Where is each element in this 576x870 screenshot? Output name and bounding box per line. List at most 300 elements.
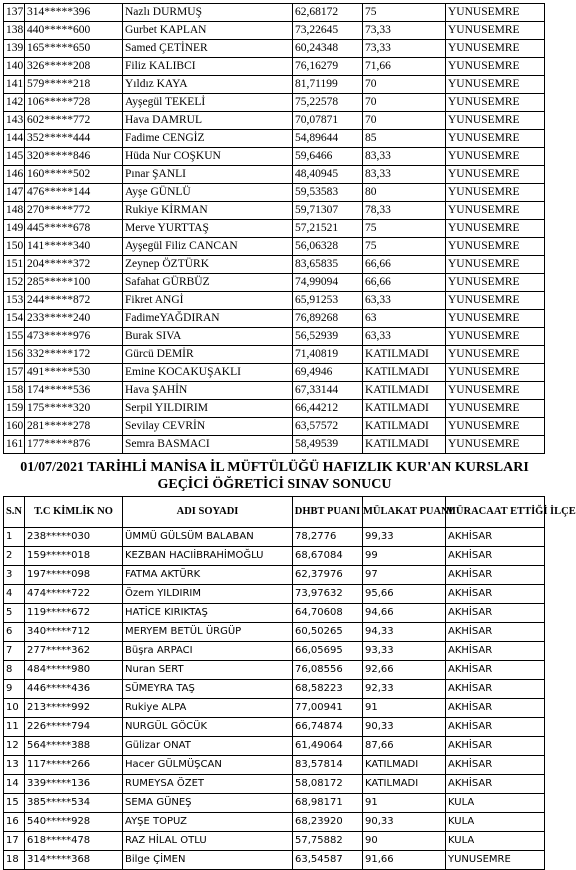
cell-name: Fadime CENGİZ [123, 130, 293, 148]
table-row [4, 292, 545, 310]
cell-name: Hüda Nur COŞKUN [123, 148, 293, 166]
cell-name: Yıldız KAYA [123, 76, 293, 94]
cell-sn: 147 [4, 184, 25, 202]
cell-mulakat: KATILMADI [363, 436, 446, 454]
table-row [4, 566, 545, 585]
cell-tc-no: 579*****218 [25, 76, 123, 94]
cell-mulakat: 91 [363, 794, 446, 813]
cell-ilce: YUNUSEMRE [446, 40, 545, 58]
cell-mulakat: 63,33 [363, 292, 446, 310]
cell-mulakat: 75 [363, 4, 446, 22]
cell-sn: 9 [4, 680, 25, 699]
cell-tc-no: 277*****362 [25, 642, 123, 661]
cell-tc-no: 473*****976 [25, 328, 123, 346]
cell-tc-no: 339*****136 [25, 775, 123, 794]
cell-mulakat: 83,33 [363, 166, 446, 184]
cell-sn: 6 [4, 623, 25, 642]
cell-mulakat: 66,66 [363, 256, 446, 274]
cell-dhbt: 59,6466 [293, 148, 363, 166]
cell-ilce: AKHİSAR [446, 699, 545, 718]
table-row [4, 400, 545, 418]
cell-tc-no: 332*****172 [25, 346, 123, 364]
cell-mulakat: 97 [363, 566, 446, 585]
cell-ilce: YUNUSEMRE [446, 94, 545, 112]
table-row [4, 756, 545, 775]
table-row [4, 851, 545, 870]
cell-sn: 7 [4, 642, 25, 661]
table-row [4, 58, 545, 76]
cell-tc-no: 385*****534 [25, 794, 123, 813]
cell-mulakat: 94,66 [363, 604, 446, 623]
cell-sn: 161 [4, 436, 25, 454]
cell-ilce: YUNUSEMRE [446, 76, 545, 94]
table-row [4, 813, 545, 832]
cell-dhbt: 60,24348 [293, 40, 363, 58]
cell-name: Fikret ANGİ [123, 292, 293, 310]
cell-name: Gurbet KAPLAN [123, 22, 293, 40]
section-title [0, 459, 549, 493]
cell-ilce: AKHİSAR [446, 642, 545, 661]
cell-tc-no: 165*****650 [25, 40, 123, 58]
table-row [4, 76, 545, 94]
cell-tc-no: 281*****278 [25, 418, 123, 436]
cell-sn: 153 [4, 292, 25, 310]
cell-dhbt: 62,68172 [293, 4, 363, 22]
cell-dhbt: 66,44212 [293, 400, 363, 418]
cell-sn: 150 [4, 238, 25, 256]
cell-tc-no: 564*****388 [25, 737, 123, 756]
cell-name: Hacer GÜLMÜŞCAN [123, 756, 293, 775]
cell-tc-no: 244*****872 [25, 292, 123, 310]
cell-ilce: YUNUSEMRE [446, 851, 545, 870]
table-row [4, 794, 545, 813]
cell-name: Ayşegül Filiz CANCAN [123, 238, 293, 256]
cell-mulakat: 73,33 [363, 22, 446, 40]
table-row [4, 382, 545, 400]
cell-dhbt: 73,22645 [293, 22, 363, 40]
cell-dhbt: 76,89268 [293, 310, 363, 328]
cell-tc-no: 174*****536 [25, 382, 123, 400]
cell-dhbt: 71,40819 [293, 346, 363, 364]
cell-mulakat: 78,33 [363, 202, 446, 220]
cell-tc-no: 484*****980 [25, 661, 123, 680]
cell-mulakat: 91,66 [363, 851, 446, 870]
cell-sn: 5 [4, 604, 25, 623]
table-row [4, 737, 545, 756]
cell-dhbt: 57,21521 [293, 220, 363, 238]
cell-ilce: YUNUSEMRE [446, 436, 545, 454]
cell-dhbt: 61,49064 [293, 737, 363, 756]
cell-ilce: AKHİSAR [446, 737, 545, 756]
cell-mulakat: 73,33 [363, 40, 446, 58]
cell-dhbt: 68,58223 [293, 680, 363, 699]
cell-ilce: YUNUSEMRE [446, 202, 545, 220]
cell-sn: 16 [4, 813, 25, 832]
cell-sn: 160 [4, 418, 25, 436]
cell-mulakat: 83,33 [363, 148, 446, 166]
cell-tc-no: 204*****372 [25, 256, 123, 274]
cell-ilce: AKHİSAR [446, 604, 545, 623]
table-row [4, 832, 545, 851]
cell-dhbt: 57,75882 [293, 832, 363, 851]
cell-mulakat: KATILMADI [363, 346, 446, 364]
cell-ilce: AKHİSAR [446, 756, 545, 775]
cell-dhbt: 54,89644 [293, 130, 363, 148]
cell-mulakat: 75 [363, 220, 446, 238]
cell-name: KEZBAN HACIİBRAHİMOĞLU [123, 547, 293, 566]
cell-mulakat: 90 [363, 832, 446, 851]
cell-name: Nazlı DURMUŞ [123, 4, 293, 22]
cell-dhbt: 78,2776 [293, 528, 363, 547]
cell-sn: 149 [4, 220, 25, 238]
cell-tc-no: 141*****340 [25, 238, 123, 256]
results-table [3, 496, 576, 870]
cell-tc-no: 314*****368 [25, 851, 123, 870]
table-row [4, 202, 545, 220]
cell-mulakat: KATILMADI [363, 775, 446, 794]
cell-dhbt: 83,57814 [293, 756, 363, 775]
cell-dhbt: 74,99094 [293, 274, 363, 292]
cell-name: Hava DAMRUL [123, 112, 293, 130]
cell-ilce: AKHİSAR [446, 680, 545, 699]
cell-sn: 8 [4, 661, 25, 680]
cell-sn: 14 [4, 775, 25, 794]
cell-name: Nuran SERT [123, 661, 293, 680]
cell-name: Gülizar ONAT [123, 737, 293, 756]
cell-ilce: YUNUSEMRE [446, 418, 545, 436]
cell-sn: 12 [4, 737, 25, 756]
cell-name: Zeynep ÖZTÜRK [123, 256, 293, 274]
cell-sn: 1 [4, 528, 25, 547]
cell-mulakat: 91 [363, 699, 446, 718]
cell-mulakat: 93,33 [363, 642, 446, 661]
cell-tc-no: 445*****678 [25, 220, 123, 238]
cell-sn: 13 [4, 756, 25, 775]
cell-dhbt: 66,05695 [293, 642, 363, 661]
cell-tc-no: 177*****876 [25, 436, 123, 454]
cell-ilce: AKHİSAR [446, 585, 545, 604]
cell-tc-no: 314*****396 [25, 4, 123, 22]
cell-ilce: AKHİSAR [446, 528, 545, 547]
cell-tc-no: 270*****772 [25, 202, 123, 220]
cell-dhbt: 65,91253 [293, 292, 363, 310]
cell-name: ÜMMÜ GÜLSÜM BALABAN [123, 528, 293, 547]
table-row [4, 364, 545, 382]
cell-name: MERYEM BETÜL ÜRGÜP [123, 623, 293, 642]
cell-sn: 146 [4, 166, 25, 184]
cell-ilce: YUNUSEMRE [446, 238, 545, 256]
cell-name: Filiz KALIBCI [123, 58, 293, 76]
cell-sn: 144 [4, 130, 25, 148]
cell-mulakat: 80 [363, 184, 446, 202]
table-row [4, 547, 545, 566]
cell-tc-no: 160*****502 [25, 166, 123, 184]
table-row [4, 623, 545, 642]
cell-mulakat: 92,66 [363, 661, 446, 680]
section-title-line-1: 01/07/2021 TARİHLİ MANİSA İL MÜFTÜLÜĞÜ HAFIZLIK KUR'AN KURSLARI [20, 460, 529, 475]
cell-sn: 17 [4, 832, 25, 851]
table-row [4, 528, 545, 547]
cell-ilce: YUNUSEMRE [446, 400, 545, 418]
cell-tc-no: 175*****320 [25, 400, 123, 418]
cell-tc-no: 474*****722 [25, 585, 123, 604]
cell-sn: 143 [4, 112, 25, 130]
cell-tc-no: 440*****600 [25, 22, 123, 40]
table-row [4, 661, 545, 680]
cell-sn: 10 [4, 699, 25, 718]
cell-dhbt: 62,37976 [293, 566, 363, 585]
cell-dhbt: 68,23920 [293, 813, 363, 832]
cell-mulakat: 71,66 [363, 58, 446, 76]
cell-name: Büşra ARPACI [123, 642, 293, 661]
cell-dhbt: 68,98171 [293, 794, 363, 813]
cell-ilce: AKHİSAR [446, 718, 545, 737]
cell-mulakat: KATILMADI [363, 400, 446, 418]
table-row [4, 22, 545, 40]
cell-mulakat: 90,33 [363, 718, 446, 737]
cell-name: Gürcü DEMİR [123, 346, 293, 364]
cell-name: Özem YILDIRIM [123, 585, 293, 604]
cell-mulakat: 63,33 [363, 328, 446, 346]
cell-dhbt: 48,40945 [293, 166, 363, 184]
cell-mulakat: KATILMADI [363, 382, 446, 400]
table-row [4, 4, 545, 22]
cell-name: Burak SIVA [123, 328, 293, 346]
cell-mulakat: 70 [363, 94, 446, 112]
cell-sn: 138 [4, 22, 25, 40]
header-mulakat: MÜLAKAT PUANI [363, 497, 446, 528]
cell-name: Rukiye KİRMAN [123, 202, 293, 220]
cell-dhbt: 69,4946 [293, 364, 363, 382]
cell-dhbt: 76,16279 [293, 58, 363, 76]
cell-tc-no: 340*****712 [25, 623, 123, 642]
cell-mulakat: KATILMADI [363, 364, 446, 382]
table-row [4, 680, 545, 699]
cell-mulakat: 99,33 [363, 528, 446, 547]
cell-sn: 140 [4, 58, 25, 76]
cell-mulakat: 92,33 [363, 680, 446, 699]
cell-tc-no: 213*****992 [25, 699, 123, 718]
cell-sn: 15 [4, 794, 25, 813]
header-sn: S.N [4, 497, 25, 528]
cell-tc-no: 233*****240 [25, 310, 123, 328]
cell-dhbt: 63,54587 [293, 851, 363, 870]
cell-mulakat: 95,66 [363, 585, 446, 604]
cell-sn: 152 [4, 274, 25, 292]
cell-sn: 155 [4, 328, 25, 346]
table-row [4, 699, 545, 718]
cell-name: FATMA AKTÜRK [123, 566, 293, 585]
cell-sn: 3 [4, 566, 25, 585]
cell-sn: 159 [4, 400, 25, 418]
cell-mulakat: 85 [363, 130, 446, 148]
cell-dhbt: 77,00941 [293, 699, 363, 718]
table-row [4, 112, 545, 130]
cell-sn: 18 [4, 851, 25, 870]
header-tc: T.C KİMLİK NO [25, 497, 123, 528]
cell-tc-no: 352*****444 [25, 130, 123, 148]
cell-dhbt: 76,08556 [293, 661, 363, 680]
cell-sn: 4 [4, 585, 25, 604]
cell-dhbt: 70,07871 [293, 112, 363, 130]
cell-tc-no: 476*****144 [25, 184, 123, 202]
cell-name: Ayşegül TEKELİ [123, 94, 293, 112]
cell-ilce: AKHİSAR [446, 566, 545, 585]
table-row [4, 274, 545, 292]
cell-ilce: YUNUSEMRE [446, 346, 545, 364]
cell-mulakat: 63 [363, 310, 446, 328]
cell-sn: 158 [4, 382, 25, 400]
cell-name: Semra BASMACI [123, 436, 293, 454]
cell-sn: 139 [4, 40, 25, 58]
cell-mulakat: KATILMADI [363, 756, 446, 775]
cell-mulakat: 94,33 [363, 623, 446, 642]
header-name: ADI SOYADI [123, 497, 293, 528]
cell-dhbt: 67,33144 [293, 382, 363, 400]
cell-mulakat: 66,66 [363, 274, 446, 292]
cell-ilce: YUNUSEMRE [446, 148, 545, 166]
section-title-line-2: GEÇİCİ ÖĞRETİCİ SINAV SONUCU [157, 477, 392, 492]
cell-ilce: YUNUSEMRE [446, 382, 545, 400]
cell-dhbt: 64,70608 [293, 604, 363, 623]
cell-name: RUMEYSA ÖZET [123, 775, 293, 794]
cell-ilce: YUNUSEMRE [446, 274, 545, 292]
cell-tc-no: 491*****530 [25, 364, 123, 382]
cell-tc-no: 326*****208 [25, 58, 123, 76]
cell-mulakat: 75 [363, 238, 446, 256]
cell-dhbt: 60,50265 [293, 623, 363, 642]
cell-ilce: YUNUSEMRE [446, 328, 545, 346]
cell-ilce: YUNUSEMRE [446, 364, 545, 382]
cell-sn: 156 [4, 346, 25, 364]
table-row [4, 642, 545, 661]
cell-name: Sevilay CEVRİN [123, 418, 293, 436]
cell-dhbt: 56,52939 [293, 328, 363, 346]
cell-mulakat: KATILMADI [363, 418, 446, 436]
cell-dhbt: 63,57572 [293, 418, 363, 436]
header-ilce: MÜRACAAT ETTİĞİ İLÇE [446, 497, 545, 528]
table-row [4, 130, 545, 148]
cell-ilce: AKHİSAR [446, 775, 545, 794]
cell-mulakat: 70 [363, 76, 446, 94]
cell-dhbt: 56,06328 [293, 238, 363, 256]
cell-sn: 11 [4, 718, 25, 737]
cell-ilce: YUNUSEMRE [446, 58, 545, 76]
cell-name: NURGÜL GÖCÜK [123, 718, 293, 737]
table-row [4, 166, 545, 184]
cell-name: Safahat GÜRBÜZ [123, 274, 293, 292]
cell-ilce: KULA [446, 794, 545, 813]
cell-sn: 148 [4, 202, 25, 220]
cell-dhbt: 59,53583 [293, 184, 363, 202]
cell-tc-no: 197*****098 [25, 566, 123, 585]
cell-name: Ayşe GÜNLÜ [123, 184, 293, 202]
table-row [4, 184, 545, 202]
table-row [4, 718, 545, 737]
cell-name: Hava ŞAHİN [123, 382, 293, 400]
cell-tc-no: 320*****846 [25, 148, 123, 166]
table-row [4, 238, 545, 256]
cell-tc-no: 540*****928 [25, 813, 123, 832]
cell-tc-no: 238*****030 [25, 528, 123, 547]
cell-ilce: YUNUSEMRE [446, 22, 545, 40]
cell-dhbt: 59,71307 [293, 202, 363, 220]
cell-ilce: AKHİSAR [446, 661, 545, 680]
cell-tc-no: 159*****018 [25, 547, 123, 566]
cell-tc-no: 117*****266 [25, 756, 123, 775]
table-row [4, 94, 545, 112]
cell-tc-no: 446*****436 [25, 680, 123, 699]
cell-dhbt: 83,65835 [293, 256, 363, 274]
cell-ilce: YUNUSEMRE [446, 4, 545, 22]
cell-ilce: YUNUSEMRE [446, 292, 545, 310]
cell-name: FadimeYAĞDIRAN [123, 310, 293, 328]
cell-name: Rukiye ALPA [123, 699, 293, 718]
cell-name: Serpil YILDIRIM [123, 400, 293, 418]
cell-tc-no: 226*****794 [25, 718, 123, 737]
cell-name: RAZ HİLAL OTLU [123, 832, 293, 851]
cell-mulakat: 70 [363, 112, 446, 130]
table-row [4, 220, 545, 238]
cell-sn: 137 [4, 4, 25, 22]
cell-sn: 2 [4, 547, 25, 566]
cell-name: Bilge ÇİMEN [123, 851, 293, 870]
cell-dhbt: 66,74874 [293, 718, 363, 737]
cell-sn: 141 [4, 76, 25, 94]
cell-mulakat: 90,33 [363, 813, 446, 832]
cell-ilce: AKHİSAR [446, 623, 545, 642]
table-row [4, 148, 545, 166]
cell-ilce: YUNUSEMRE [446, 220, 545, 238]
cell-dhbt: 58,08172 [293, 775, 363, 794]
cell-name: Pınar ŞANLI [123, 166, 293, 184]
cell-name: Emine KOCAKUŞAKLI [123, 364, 293, 382]
cell-ilce: YUNUSEMRE [446, 310, 545, 328]
cell-ilce: KULA [446, 832, 545, 851]
table-row [4, 346, 545, 364]
cell-ilce: YUNUSEMRE [446, 112, 545, 130]
cell-mulakat: 87,66 [363, 737, 446, 756]
cell-dhbt: 58,49539 [293, 436, 363, 454]
cell-dhbt: 73,97632 [293, 585, 363, 604]
cell-ilce: YUNUSEMRE [446, 256, 545, 274]
cell-tc-no: 119*****672 [25, 604, 123, 623]
cell-sn: 151 [4, 256, 25, 274]
cell-tc-no: 618*****478 [25, 832, 123, 851]
cell-dhbt: 68,67084 [293, 547, 363, 566]
table-row [4, 775, 545, 794]
cell-ilce: YUNUSEMRE [446, 184, 545, 202]
table-row [4, 256, 545, 274]
cell-tc-no: 602*****772 [25, 112, 123, 130]
results-table-continued [3, 3, 545, 454]
cell-tc-no: 106*****728 [25, 94, 123, 112]
cell-name: SÜMEYRA TAŞ [123, 680, 293, 699]
cell-ilce: AKHİSAR [446, 547, 545, 566]
table-row [4, 604, 545, 623]
table-header-row [4, 497, 545, 528]
header-dhbt: DHBT PUANI [293, 497, 363, 528]
cell-sn: 157 [4, 364, 25, 382]
cell-ilce: KULA [446, 813, 545, 832]
cell-dhbt: 75,22578 [293, 94, 363, 112]
table-row [4, 40, 545, 58]
cell-tc-no: 285*****100 [25, 274, 123, 292]
cell-name: Merve YURTTAŞ [123, 220, 293, 238]
cell-ilce: YUNUSEMRE [446, 166, 545, 184]
cell-name: HATİCE KIRIKTAŞ [123, 604, 293, 623]
table-row [4, 418, 545, 436]
